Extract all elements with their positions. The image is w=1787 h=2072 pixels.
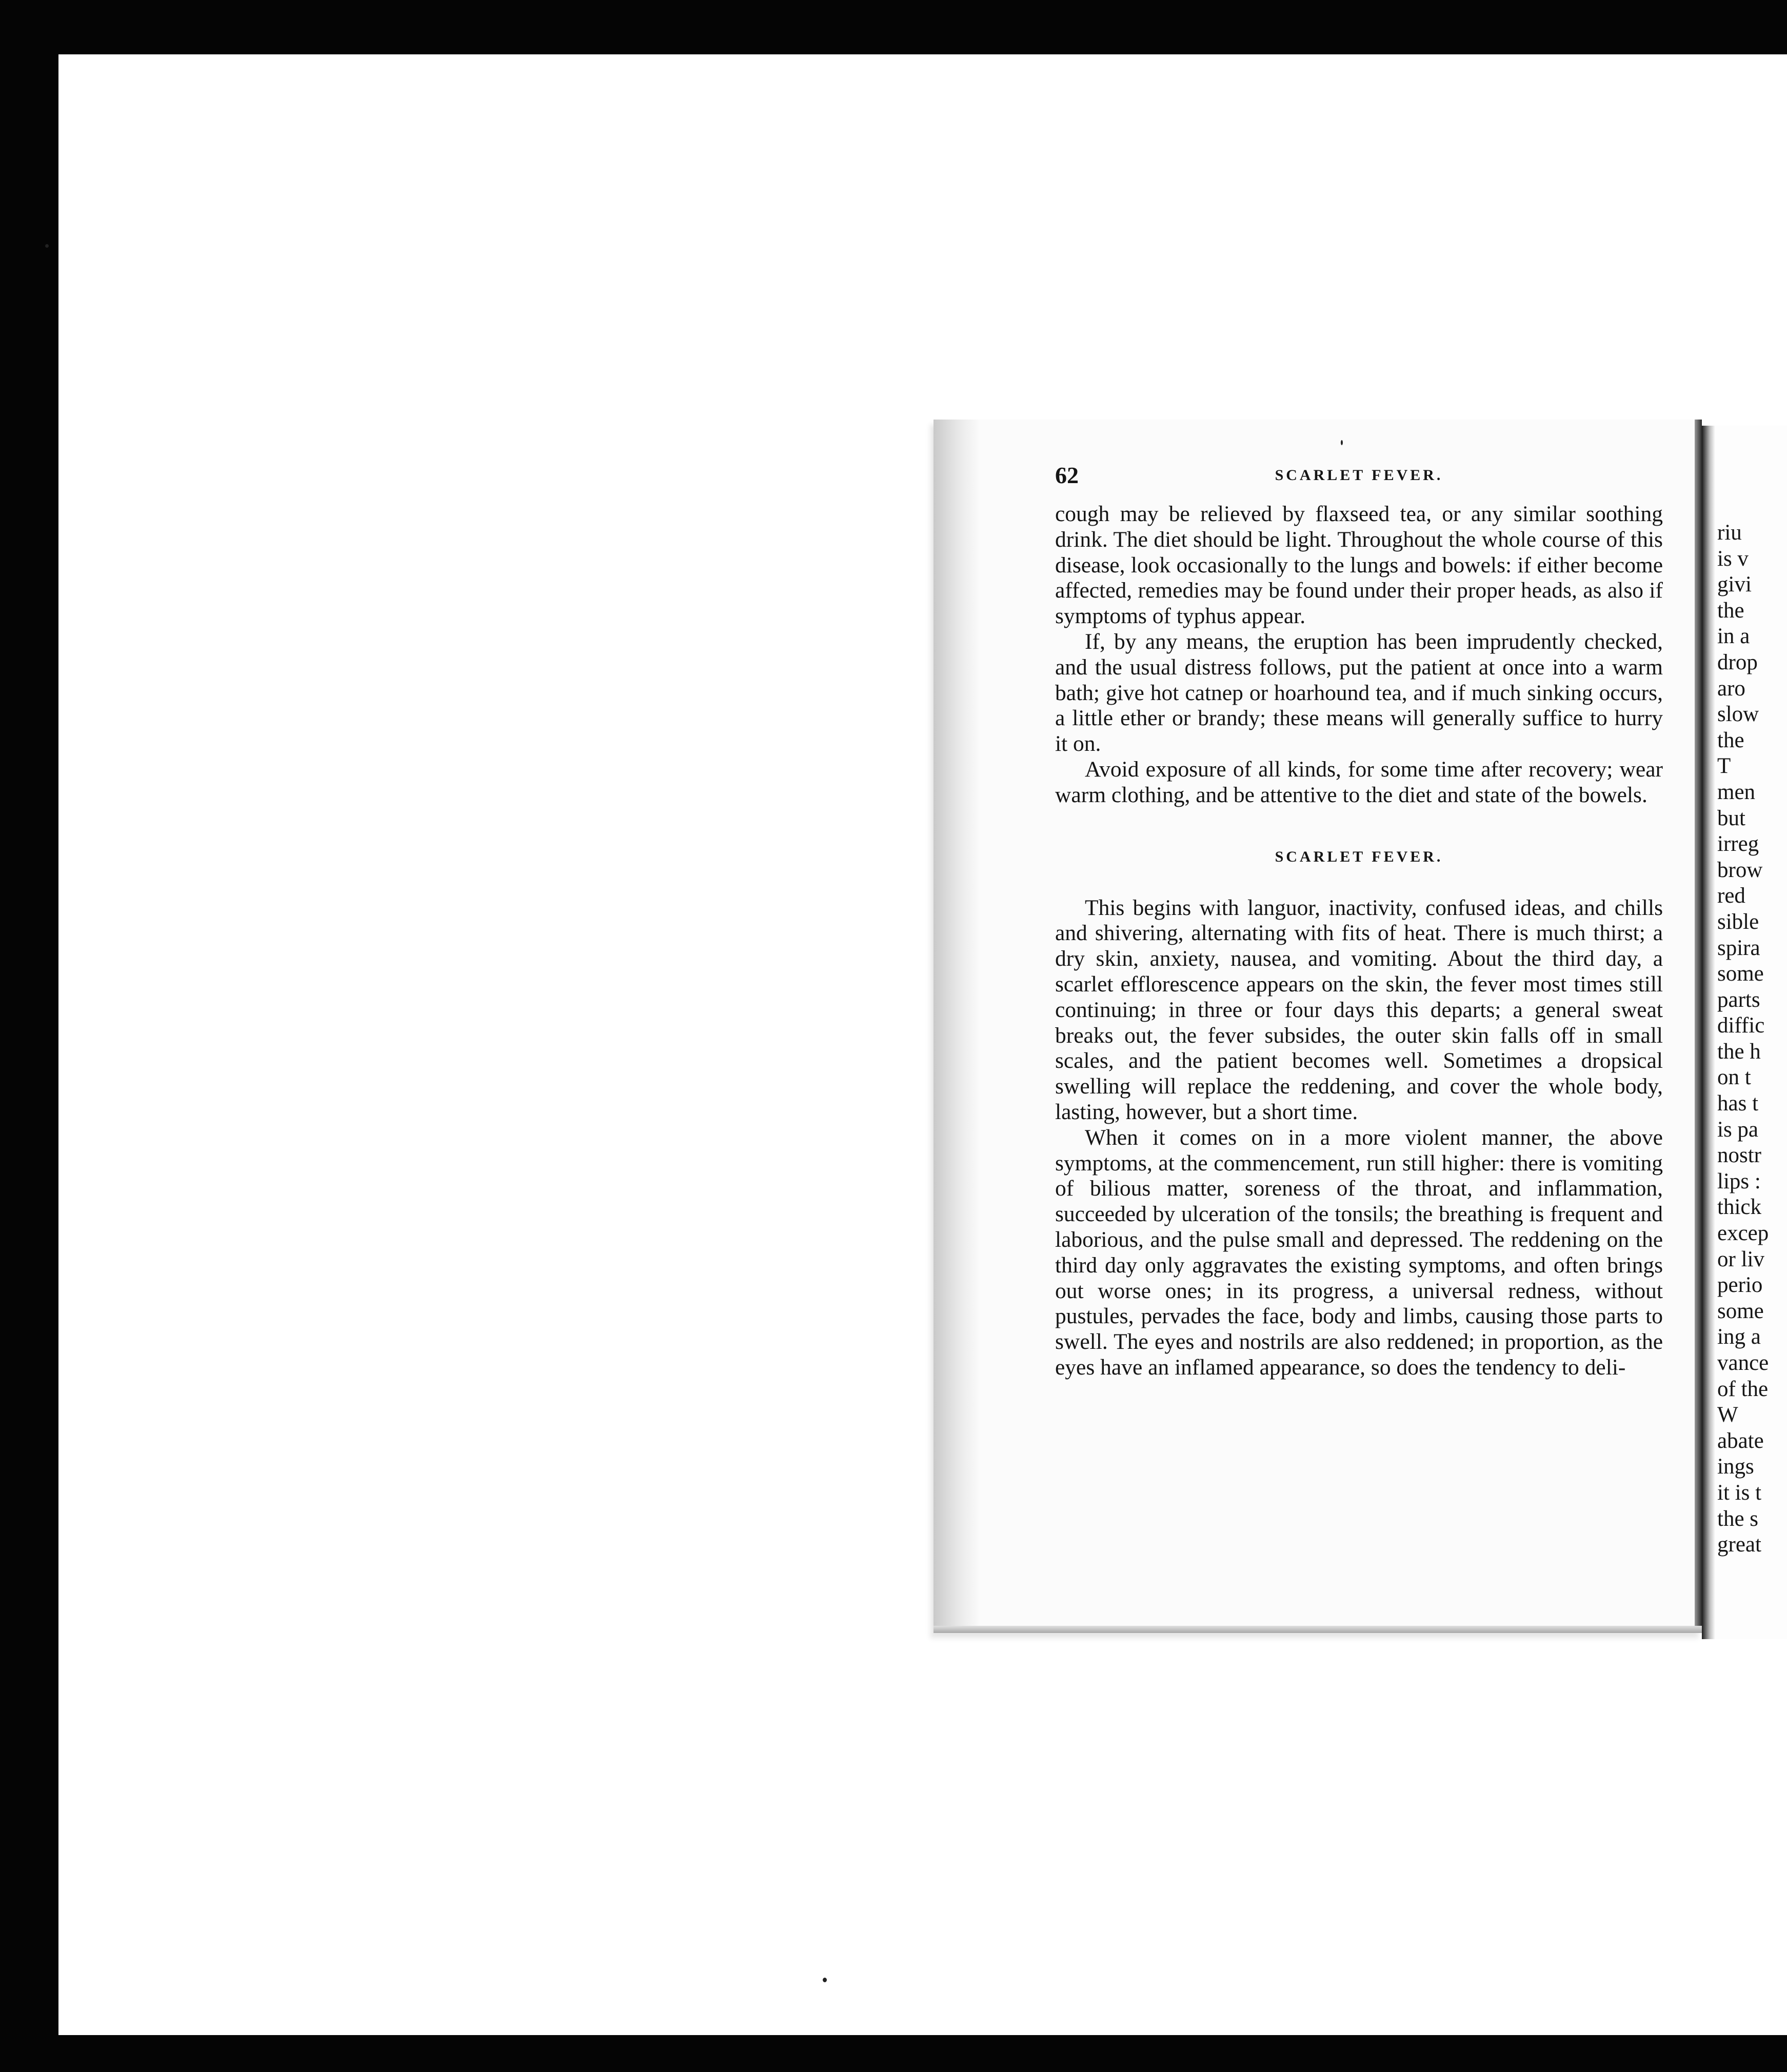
- facing-page-line: givi: [1717, 572, 1752, 597]
- paragraph: When it comes on in a more violent manner, the above symptoms, at the commencement, run still higher: there is vomiting of bilious matter, soreness of the throat, and inflammation, succeeded by ulceration of the tonsils; the breathing is frequent and laborious, and the pulse small and depressed. The reddening on the third day only aggravates the existing symptoms, and often brings out worse ones; in its progress, a universal redness, without pustules, pervades the face, body and limbs, causing those parts to swell. The eyes and nostrils are also reddened; in proportion, as the eyes have an inflamed appearance, so does the tendency to deli-: [1055, 1125, 1663, 1380]
- facing-page-line: T: [1717, 754, 1731, 779]
- facing-page-line: riu: [1717, 521, 1742, 545]
- facing-page-line: drop: [1717, 650, 1758, 674]
- paragraph: Avoid exposure of all kinds, for some time after recovery; wear warm clothing, and be attentive to the diet and state of the bowels.: [1055, 756, 1663, 807]
- facing-page-line: lips :: [1717, 1169, 1761, 1193]
- facing-page-line: the: [1717, 598, 1744, 623]
- paragraph: cough may be relieved by flaxseed tea, or any similar soothing drink. The diet should be light. Throughout the whole course of this disease, look occasionally to the lungs and bowels: if either become affected, remedies may be found under their proper heads, as also if symptoms of typhus appear.: [1055, 502, 1663, 629]
- scan-speck: [1341, 440, 1343, 445]
- facing-page-line: men: [1717, 780, 1756, 804]
- facing-page-line: the: [1717, 728, 1744, 752]
- facing-page-line: sible: [1717, 909, 1759, 934]
- scan-speck: [823, 1978, 827, 1982]
- facing-page-line: diffic: [1717, 1013, 1765, 1038]
- film-frame-bottom: [0, 2035, 1787, 2072]
- facing-page-line: slow: [1717, 702, 1759, 727]
- facing-page-line: some: [1717, 1299, 1764, 1323]
- book-fold-shadow: [1702, 426, 1715, 1639]
- facing-page-line: or liv: [1717, 1247, 1764, 1271]
- section-heading: SCARLET FEVER.: [1275, 848, 1443, 865]
- facing-page-line: but: [1717, 806, 1745, 830]
- paragraph: This begins with languor, inactivity, confused ideas, and chills and shivering, alternating with fits of heat. There is much thirst; a dry skin, anxiety, nausea, and vomiting. About the third day, a scarlet efflorescence appears on the skin, the fever most times still continuing; in three or four days this departs; a general sweat breaks out, the fever subsides, the outer skin falls off in small scales, and the patient becomes well. Sometimes a dropsical swelling will replace the reddening, and cover the whole body, lasting, however, but a short time.: [1055, 895, 1663, 1124]
- facing-page-line: great: [1717, 1532, 1761, 1557]
- facing-page-line: perio: [1717, 1273, 1763, 1298]
- facing-page-line: some: [1717, 962, 1764, 986]
- facing-page-line: spira: [1717, 935, 1760, 960]
- facing-page-line: the s: [1717, 1506, 1759, 1531]
- facing-page-line: ings: [1717, 1455, 1754, 1479]
- facing-page-line: brow: [1717, 858, 1763, 882]
- page-bottom-edge: [934, 1626, 1702, 1633]
- facing-page-line: the h: [1717, 1039, 1761, 1064]
- facing-page-line: aro: [1717, 676, 1745, 701]
- facing-page-line: nostr: [1717, 1143, 1761, 1168]
- page-gutter-shadow: [934, 420, 980, 1633]
- facing-page-line: parts: [1717, 987, 1760, 1012]
- facing-page-line: of the: [1717, 1377, 1769, 1401]
- film-frame-top: [0, 0, 1787, 54]
- facing-page-line: thick: [1717, 1195, 1761, 1220]
- facing-page-line: excep: [1717, 1221, 1769, 1246]
- facing-page-line: it is t: [1717, 1480, 1762, 1505]
- facing-page-line: W: [1717, 1403, 1738, 1427]
- page-edge: [1695, 420, 1702, 1633]
- facing-page-line: is v: [1717, 546, 1749, 571]
- facing-page-line: on t: [1717, 1065, 1751, 1090]
- facing-page-line: vance: [1717, 1351, 1769, 1375]
- facing-page-line: red: [1717, 884, 1745, 908]
- running-head-title: SCARLET FEVER.: [1275, 467, 1443, 484]
- film-frame-left: [0, 0, 58, 2072]
- running-head: [1055, 462, 1663, 492]
- facing-page: [1702, 426, 1787, 1639]
- page-number: 62: [1055, 462, 1079, 488]
- scan-speck: [45, 244, 49, 248]
- facing-page-line: abate: [1717, 1428, 1764, 1453]
- paragraph: If, by any means, the eruption has been imprudently checked, and the usual distress follows, put the patient at once into a warm bath; give hot catnep or hoarhound tea, and if much sinking occurs, a little ether or brandy; these means will generally suffice to hurry it on.: [1055, 629, 1663, 756]
- facing-page-line: ing a: [1717, 1325, 1761, 1349]
- facing-page-line: has t: [1717, 1091, 1759, 1116]
- facing-page-line: is pa: [1717, 1117, 1759, 1142]
- facing-page-line: in a: [1717, 624, 1750, 649]
- facing-page-text: [1717, 520, 1787, 1558]
- facing-page-line: irreg: [1717, 832, 1759, 856]
- page-text: [1055, 462, 1663, 1381]
